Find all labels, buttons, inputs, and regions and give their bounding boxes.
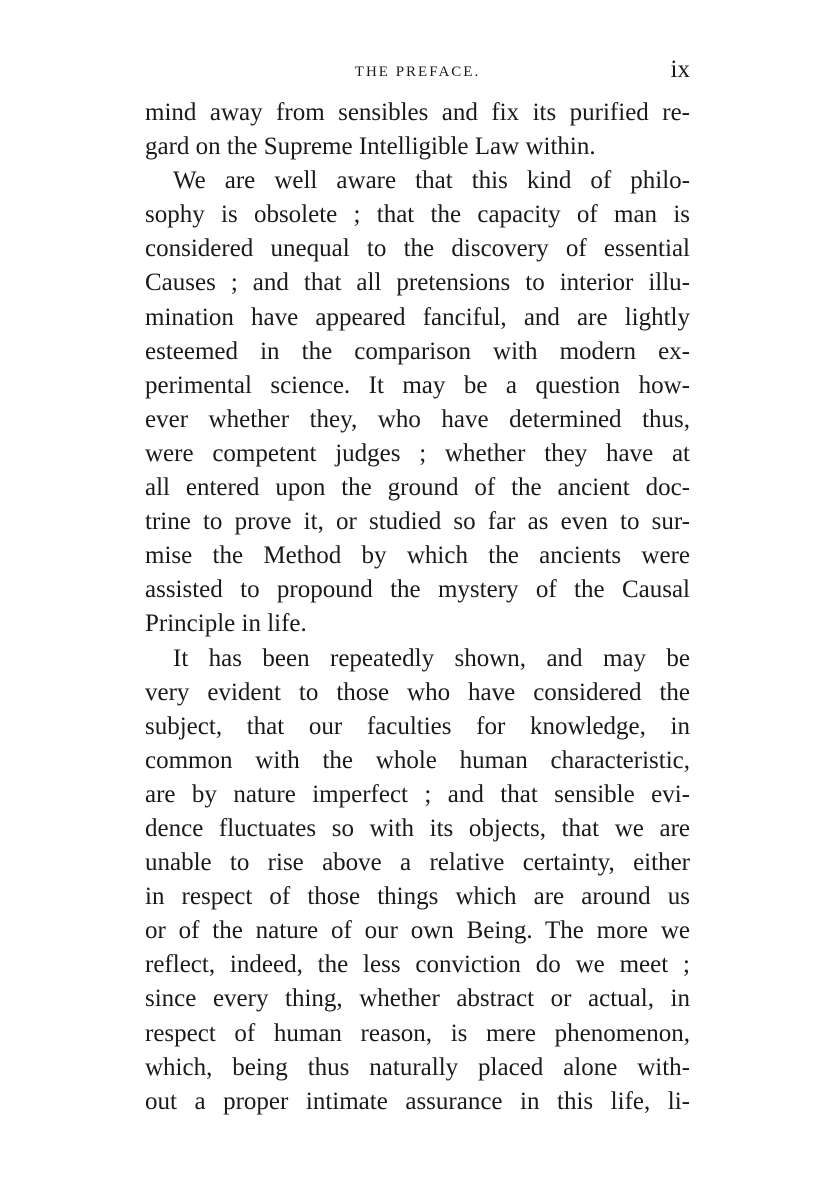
page-number: ix — [670, 56, 690, 83]
text-line: esteemed in the comparison with modern ex- — [145, 337, 690, 365]
text-line: all entered upon the ground of the ancient doc- — [145, 474, 690, 502]
text-line: gard on the Supreme Intelligible Law within. — [145, 133, 596, 161]
running-head — [145, 56, 690, 88]
text-line: It has been repeatedly shown, and may be — [173, 644, 690, 672]
text-line: mination have appeared fanciful, and are lightly — [145, 303, 690, 331]
text-line: perimental science. It may be a question how- — [145, 371, 690, 399]
text-line: ever whether they, who have determined thus, — [145, 405, 690, 433]
text-line: We are well aware that this kind of philo- — [173, 167, 690, 195]
text-line: assisted to propound the mystery of the Causal — [145, 576, 690, 604]
text-line: considered unequal to the discovery of essential — [145, 235, 690, 263]
text-line: were competent judges ; whether they have at — [145, 439, 690, 467]
text-line: respect of human reason, is mere phenomenon, — [145, 1019, 690, 1047]
running-title: THE PREFACE. — [354, 64, 481, 80]
text-line: sophy is obsolete ; that the capacity of man is — [145, 201, 690, 229]
text-line: which, being thus naturally placed alone with- — [145, 1053, 690, 1081]
text-line: subject, that our faculties for knowledge, in — [145, 712, 690, 740]
text-body — [145, 96, 690, 1119]
text-line: Principle in life. — [145, 610, 307, 638]
text-line: or of the nature of our own Being. The more we — [145, 917, 690, 945]
text-line: Causes ; and that all pretensions to interior illu- — [145, 269, 690, 297]
text-line: unable to rise above a relative certainty, either — [145, 849, 690, 877]
text-line: out a proper intimate assurance in this life, li- — [145, 1087, 690, 1115]
text-line: in respect of those things which are around us — [145, 883, 690, 911]
text-line: are by nature imperfect ; and that sensible evi- — [145, 780, 690, 808]
text-line: common with the whole human characteristic, — [145, 746, 690, 774]
text-line: since every thing, whether abstract or actual, in — [145, 985, 690, 1013]
text-line: dence fluctuates so with its objects, that we are — [145, 814, 690, 842]
text-line: mise the Method by which the ancients were — [145, 542, 690, 570]
text-line: trine to prove it, or studied so far as even to sur- — [145, 508, 690, 536]
text-line: reflect, indeed, the less conviction do we meet ; — [145, 951, 690, 979]
text-line: mind away from sensibles and fix its purified re- — [145, 99, 690, 126]
text-line: very evident to those who have considered the — [145, 678, 690, 706]
